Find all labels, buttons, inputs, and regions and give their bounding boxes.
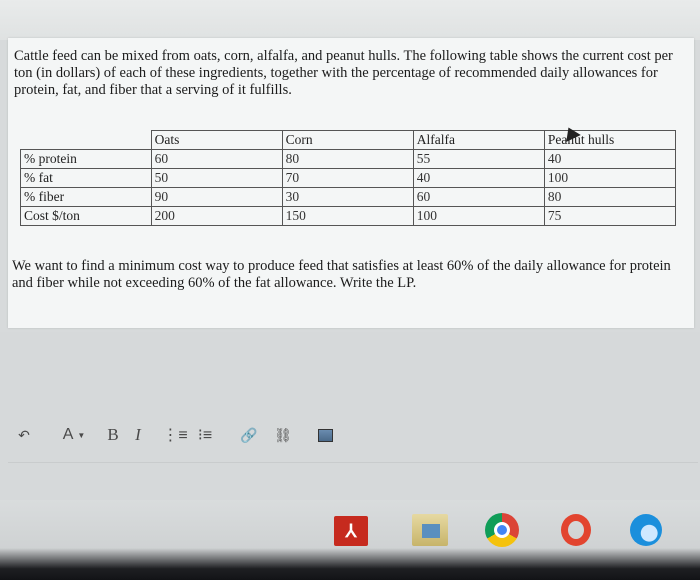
font-menu-button[interactable] xyxy=(54,423,94,447)
editor-toolbar xyxy=(12,422,340,448)
table-cell: 50 xyxy=(151,169,282,188)
file-explorer-icon[interactable] xyxy=(412,512,448,548)
undo-icon[interactable]: ↶ xyxy=(18,426,30,443)
table-cell: 150 xyxy=(282,207,413,226)
table-cell: 55 xyxy=(413,150,544,169)
table-cell: 60 xyxy=(413,188,544,207)
question-intro: Cattle feed can be mixed from oats, corn, alfalfa, and peanut hulls. The following table shows the current cost per ton (in dollars) of each of these ingredients, together with the percentage of recommended daily allowances for protein, fat, and fiber that a serving of it fulfills. xyxy=(14,48,673,98)
row-label: Cost $/ton xyxy=(21,207,152,226)
chevron-down-icon: ▼ xyxy=(77,430,86,440)
feed-table xyxy=(20,130,676,226)
chrome-logo xyxy=(485,513,519,547)
table-cell: 60 xyxy=(151,150,282,169)
edge-logo xyxy=(630,514,662,546)
answer-editor[interactable] xyxy=(0,332,700,502)
office-logo xyxy=(561,514,591,546)
table-cell: 30 xyxy=(282,188,413,207)
italic-button[interactable]: I xyxy=(135,425,141,444)
row-label: % fat xyxy=(21,169,152,188)
image-icon xyxy=(318,429,333,442)
pdf-reader-icon[interactable] xyxy=(334,516,368,546)
edge-icon[interactable] xyxy=(628,512,664,548)
taskbar xyxy=(0,500,700,580)
table-row xyxy=(21,169,676,188)
table-cell: 90 xyxy=(151,188,282,207)
link-icon[interactable]: 🔗 xyxy=(240,426,258,443)
column-header-peanut-hulls: Peanut hulls xyxy=(544,131,675,150)
folder-icon xyxy=(412,514,448,546)
table-row xyxy=(21,207,676,226)
pdf-logo-glyph: ⅄ xyxy=(345,520,357,541)
editor-divider xyxy=(8,462,698,463)
table-cell: 40 xyxy=(413,169,544,188)
table-cell: 100 xyxy=(544,169,675,188)
table-cell: 80 xyxy=(282,150,413,169)
browser-top-strip xyxy=(0,0,700,40)
unlink-icon[interactable]: ⛓ xyxy=(274,426,292,443)
table-row xyxy=(21,188,676,207)
table-corner-cell xyxy=(21,131,152,150)
row-label: % fiber xyxy=(21,188,152,207)
question-panel xyxy=(8,38,694,328)
table-row xyxy=(21,150,676,169)
bold-button[interactable]: B xyxy=(107,425,119,444)
table-cell: 75 xyxy=(544,207,675,226)
table-cell: 100 xyxy=(413,207,544,226)
chrome-icon[interactable] xyxy=(484,512,520,548)
insert-image-button[interactable] xyxy=(310,423,340,447)
column-header-alfalfa: Alfalfa xyxy=(413,131,544,150)
table-cell: 70 xyxy=(282,169,413,188)
table-cell: 80 xyxy=(544,188,675,207)
question-prompt: We want to find a minimum cost way to produce feed that satisfies at least 60% of the daily allowance for protein and fiber while not exceeding 60% of the fat allowance. Write the LP. xyxy=(12,258,671,291)
ordered-list-icon[interactable]: ⋮≡ xyxy=(162,427,188,444)
table-cell: 200 xyxy=(151,207,282,226)
office-icon[interactable] xyxy=(558,512,594,548)
column-header-oats: Oats xyxy=(151,131,282,150)
font-color-icon: A xyxy=(62,426,74,443)
column-header-corn: Corn xyxy=(282,131,413,150)
bullet-list-icon[interactable]: ⁝≡ xyxy=(197,427,213,444)
table-cell: 40 xyxy=(544,150,675,169)
row-label: % protein xyxy=(21,150,152,169)
